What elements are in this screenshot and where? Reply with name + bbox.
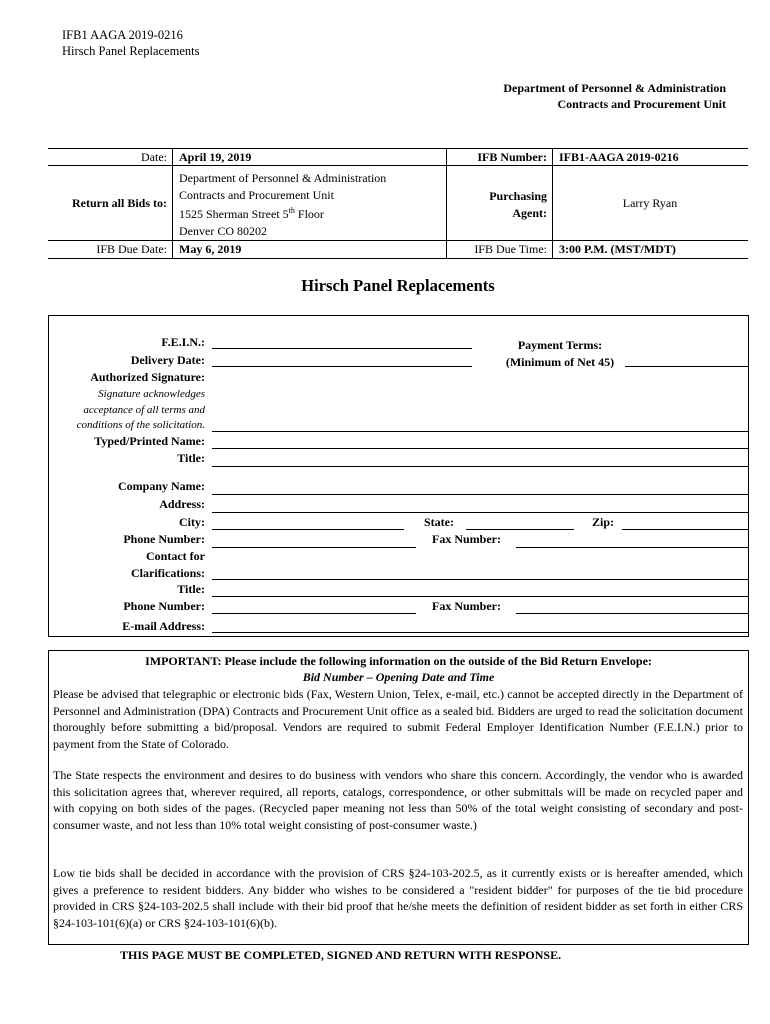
fax-number-label: Fax Number: (432, 532, 501, 546)
city-field[interactable] (212, 529, 404, 530)
return-line-2: Contracts and Procurement Unit (179, 187, 334, 202)
doc-subtitle: Hirsch Panel Replacements (62, 44, 200, 58)
contact-title-field[interactable] (212, 596, 749, 597)
zip-label: Zip: (592, 515, 615, 529)
address-label: Address: (159, 497, 205, 511)
delivery-date-label: Delivery Date: (130, 353, 205, 367)
signature-note: Signature acknowledges acceptance of all terms and conditions of the solicitation. (76, 388, 205, 431)
city-label: City: (179, 515, 205, 529)
payment-terms-field[interactable] (625, 366, 749, 367)
contact-label: Contact for Clarifications: (131, 549, 205, 580)
due-date-value: May 6, 2019 (179, 242, 242, 256)
title-label: Title: (177, 451, 205, 465)
contact-phone-field[interactable] (212, 613, 416, 614)
fax-number-field[interactable] (516, 547, 749, 548)
fein-field[interactable] (212, 348, 472, 349)
due-date-label: IFB Due Date: (96, 242, 167, 256)
notice-paragraph-2: The State respects the environment and desires to do business with vendors who share this concern. Accordingly, the vendor who is awarded this solicitation agrees that, wherever required, all reports, catalogs, correspondence, or other submittals will be made on recycled paper and with copying on both sides of the pages. (Recycled paper meaning not less than 50% of the total weight consisting of secondary and post-consumer waste, and not less than 10% total weight consisting of post-consumer waste.) (53, 768, 743, 832)
purchasing-agent-label: Purchasing Agent: (489, 189, 547, 220)
notice-paragraph-1: Please be advised that telegraphic or electronic bids (Fax, Western Union, Telex, e-mail, etc.) cannot be accepted directly in the Department of Personnel and Administration (DPA) Contracts and Procurement Unit office as a sealed bid. Bidders are urged to read the solicitation document thoroughly before submitting a bid/proposal. Vendors are required to submit Federal Employer Identification Number (F.E.I.N.) prior to payment from the State of Colorado. (53, 687, 743, 751)
due-time-value: 3:00 P.M. (MST/MDT) (559, 242, 676, 256)
contact-phone-label: Phone Number: (123, 599, 205, 613)
date-value: April 19, 2019 (179, 150, 252, 164)
ifb-number-label: IFB Number: (477, 150, 547, 164)
state-field[interactable] (466, 529, 574, 530)
return-line-3: 1525 Sherman Street 5th Floor (179, 206, 324, 221)
notice-paragraph-3: Low tie bids shall be decided in accordance with the provision of CRS §24-103-202.5, as it currently exists or is hereafter amended, which gives a preference to resident bidders. Any bidder who wishes to be considered a "resident bidder" for purposes of the tie bid procedure provided in CRS §24-103-202.5 shall include with their bid proof that he/she meets the definition of resident bidder as set forth in either CRS §24-103-101(6)(a) or CRS §24-103-101(6)(b). (53, 866, 743, 930)
important-notice: IMPORTANT: Please include the following information on the outside of the Bid Return Envelope: (145, 654, 652, 668)
phone-number-label: Phone Number: (123, 532, 205, 546)
state-label: State: (424, 515, 454, 529)
contact-field[interactable] (212, 579, 749, 580)
dept-name: Department of Personnel & Administration (503, 81, 726, 95)
ifb-number-value: IFB1-AAGA 2019-0216 (559, 150, 679, 164)
return-address (179, 170, 386, 239)
email-label: E-mail Address: (122, 619, 205, 633)
page-title: Hirsch Panel Replacements (301, 276, 495, 295)
company-name-field[interactable] (212, 494, 749, 495)
signature-field[interactable] (212, 431, 749, 432)
purchasing-agent-value: Larry Ryan (622, 196, 678, 210)
typed-name-label: Typed/Printed Name: (94, 434, 205, 448)
fein-label: F.E.I.N.: (161, 335, 205, 349)
footer-instruction: THIS PAGE MUST BE COMPLETED, SIGNED AND RETURN WITH RESPONSE. (120, 948, 562, 962)
typed-name-field[interactable] (212, 448, 749, 449)
zip-field[interactable] (622, 529, 749, 530)
company-name-label: Company Name: (118, 479, 205, 493)
contact-fax-label: Fax Number: (432, 599, 501, 613)
due-time-label: IFB Due Time: (474, 242, 547, 256)
return-line-1: Department of Personnel & Administration (179, 171, 387, 185)
unit-name: Contracts and Procurement Unit (557, 97, 726, 111)
contact-title-label: Title: (177, 582, 205, 596)
return-line-4: Denver CO 80202 (179, 223, 267, 238)
title-field[interactable] (212, 466, 749, 467)
authorized-signature-label: Authorized Signature: (90, 370, 205, 384)
phone-number-field[interactable] (212, 547, 416, 548)
doc-id: IFB1 AAGA 2019-0216 (62, 28, 183, 42)
email-field[interactable] (212, 632, 749, 633)
address-field[interactable] (212, 512, 749, 513)
contact-fax-field[interactable] (516, 613, 749, 614)
payment-terms-label: Payment Terms: (Minimum of Net 45) (505, 338, 615, 369)
delivery-date-field[interactable] (212, 366, 472, 367)
return-bids-label: Return all Bids to: (71, 196, 167, 210)
date-label: Date: (141, 150, 167, 164)
bid-number-line: Bid Number – Opening Date and Time (302, 670, 495, 684)
